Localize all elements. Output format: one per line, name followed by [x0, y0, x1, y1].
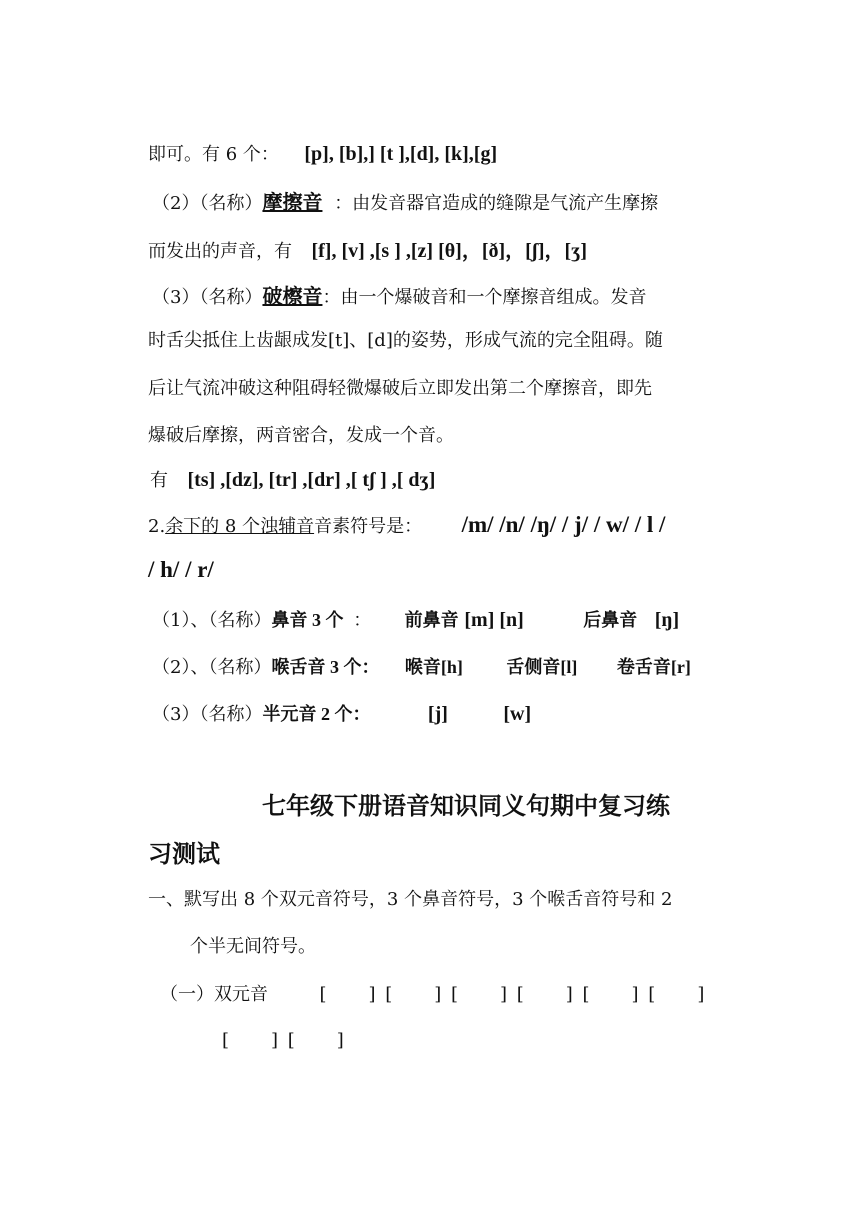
diphthong-row — [160, 980, 706, 1006]
title-line-2: 习测试 — [148, 839, 220, 868]
text: 时舌尖抵住上齿龈成发[t]、[d]的姿势，形成气流的完全阻碍。随 — [148, 330, 663, 351]
line-fricative-def — [152, 186, 658, 215]
text: （1）、（名称） — [152, 610, 272, 631]
line-affricate-desc-1 — [148, 326, 663, 352]
text: （3）（名称） — [152, 287, 263, 308]
line-voiced-consonants-cont — [148, 557, 214, 583]
blank-brackets: [ ] [ ] — [222, 1030, 346, 1051]
back-nasal-symbols: [ŋ] — [654, 609, 680, 631]
diphthong-row-2 — [222, 1026, 346, 1052]
semivowel-j: [j] — [427, 703, 448, 725]
question-1 — [148, 885, 672, 911]
phonetic-symbols: / h/ / r/ — [148, 557, 214, 582]
back-nasal-label: 后鼻音 — [583, 610, 638, 630]
term-semivowel: 半元音 2 个： — [262, 704, 371, 724]
lateral-l: 舌侧音[l] — [506, 657, 578, 677]
text: ： — [353, 610, 372, 631]
line-plosive-count — [148, 140, 497, 166]
text: （2）、（名称） — [152, 657, 272, 678]
line-affricate-def — [152, 280, 646, 309]
title-line-1: 七年级下册语音知识同义句期中复习练 — [262, 791, 670, 820]
text: 个半无间符号。 — [190, 936, 316, 957]
term-fricative: 摩擦音 — [262, 190, 323, 214]
term-voiced: 余下的 8 个浊辅音 — [165, 516, 315, 537]
text: 而发出的声音，有 — [148, 241, 292, 262]
sub-question-label: （一）双元音 — [160, 984, 268, 1005]
front-nasal-label: 前鼻音 — [404, 610, 459, 630]
text: 一、默写出 8 个双元音符号，3 个鼻音符号，3 个喉舌音符号和 2 — [148, 889, 673, 910]
retroflex-r: 卷舌音[r] — [616, 657, 691, 677]
term-glottal: 喉舌音 3 个： — [271, 657, 380, 677]
page-title — [262, 786, 670, 821]
text: ：由发音器官造成的缝隙是气流产生摩擦 — [334, 193, 659, 214]
line-affricate-symbols — [150, 466, 435, 492]
term-nasal: 鼻音 3 个 — [271, 610, 344, 630]
text: 有 — [150, 470, 168, 491]
front-nasal-symbols: [m] [n] — [464, 609, 524, 631]
line-glottal — [152, 653, 691, 679]
question-1-cont — [190, 932, 316, 958]
line-semivowel — [152, 700, 531, 726]
text: （3）（名称） — [152, 704, 263, 725]
phonetic-symbols: [p], [b],] [t ],[d], [k],[g] — [304, 143, 498, 165]
line-nasal — [152, 606, 679, 632]
text: 音素符号是： — [314, 516, 423, 537]
line-affricate-desc-2 — [148, 374, 652, 400]
page-title-cont — [148, 834, 220, 869]
phonetic-symbols: /m/ /n/ /ŋ/ / j/ / w/ / l / — [461, 512, 666, 537]
phonetic-symbols: [ts] ,[dz], [tr] ,[dr] ,[ tʃ ] ,[ dʒ] — [187, 469, 436, 491]
text: 爆破后摩擦，两音密合，发成一个音。 — [148, 425, 454, 446]
phonetic-symbols: [f], [v] ,[s ] ,[z] [θ]，[ð]，[ʃ]，[ʒ] — [311, 240, 588, 262]
semivowel-w: [w] — [503, 703, 532, 725]
glottal-h: 喉音[h] — [404, 657, 463, 677]
blank-brackets: [ ] [ ] [ ] [ ] [ ] [ ] — [319, 984, 707, 1005]
line-affricate-desc-3 — [148, 421, 454, 447]
text: 2. — [148, 516, 166, 537]
text: 后让气流冲破这种阻碍轻微爆破后立即发出第二个摩擦音，即先 — [148, 378, 652, 399]
text: ：由一个爆破音和一个摩擦音组成。发音 — [322, 287, 647, 308]
term-affricate: 破檫音 — [262, 284, 323, 308]
text: 即可。有 6 个： — [148, 144, 279, 165]
line-fricative-symbols — [148, 234, 587, 263]
line-voiced-consonants — [148, 512, 665, 538]
text: （2）（名称） — [152, 193, 263, 214]
